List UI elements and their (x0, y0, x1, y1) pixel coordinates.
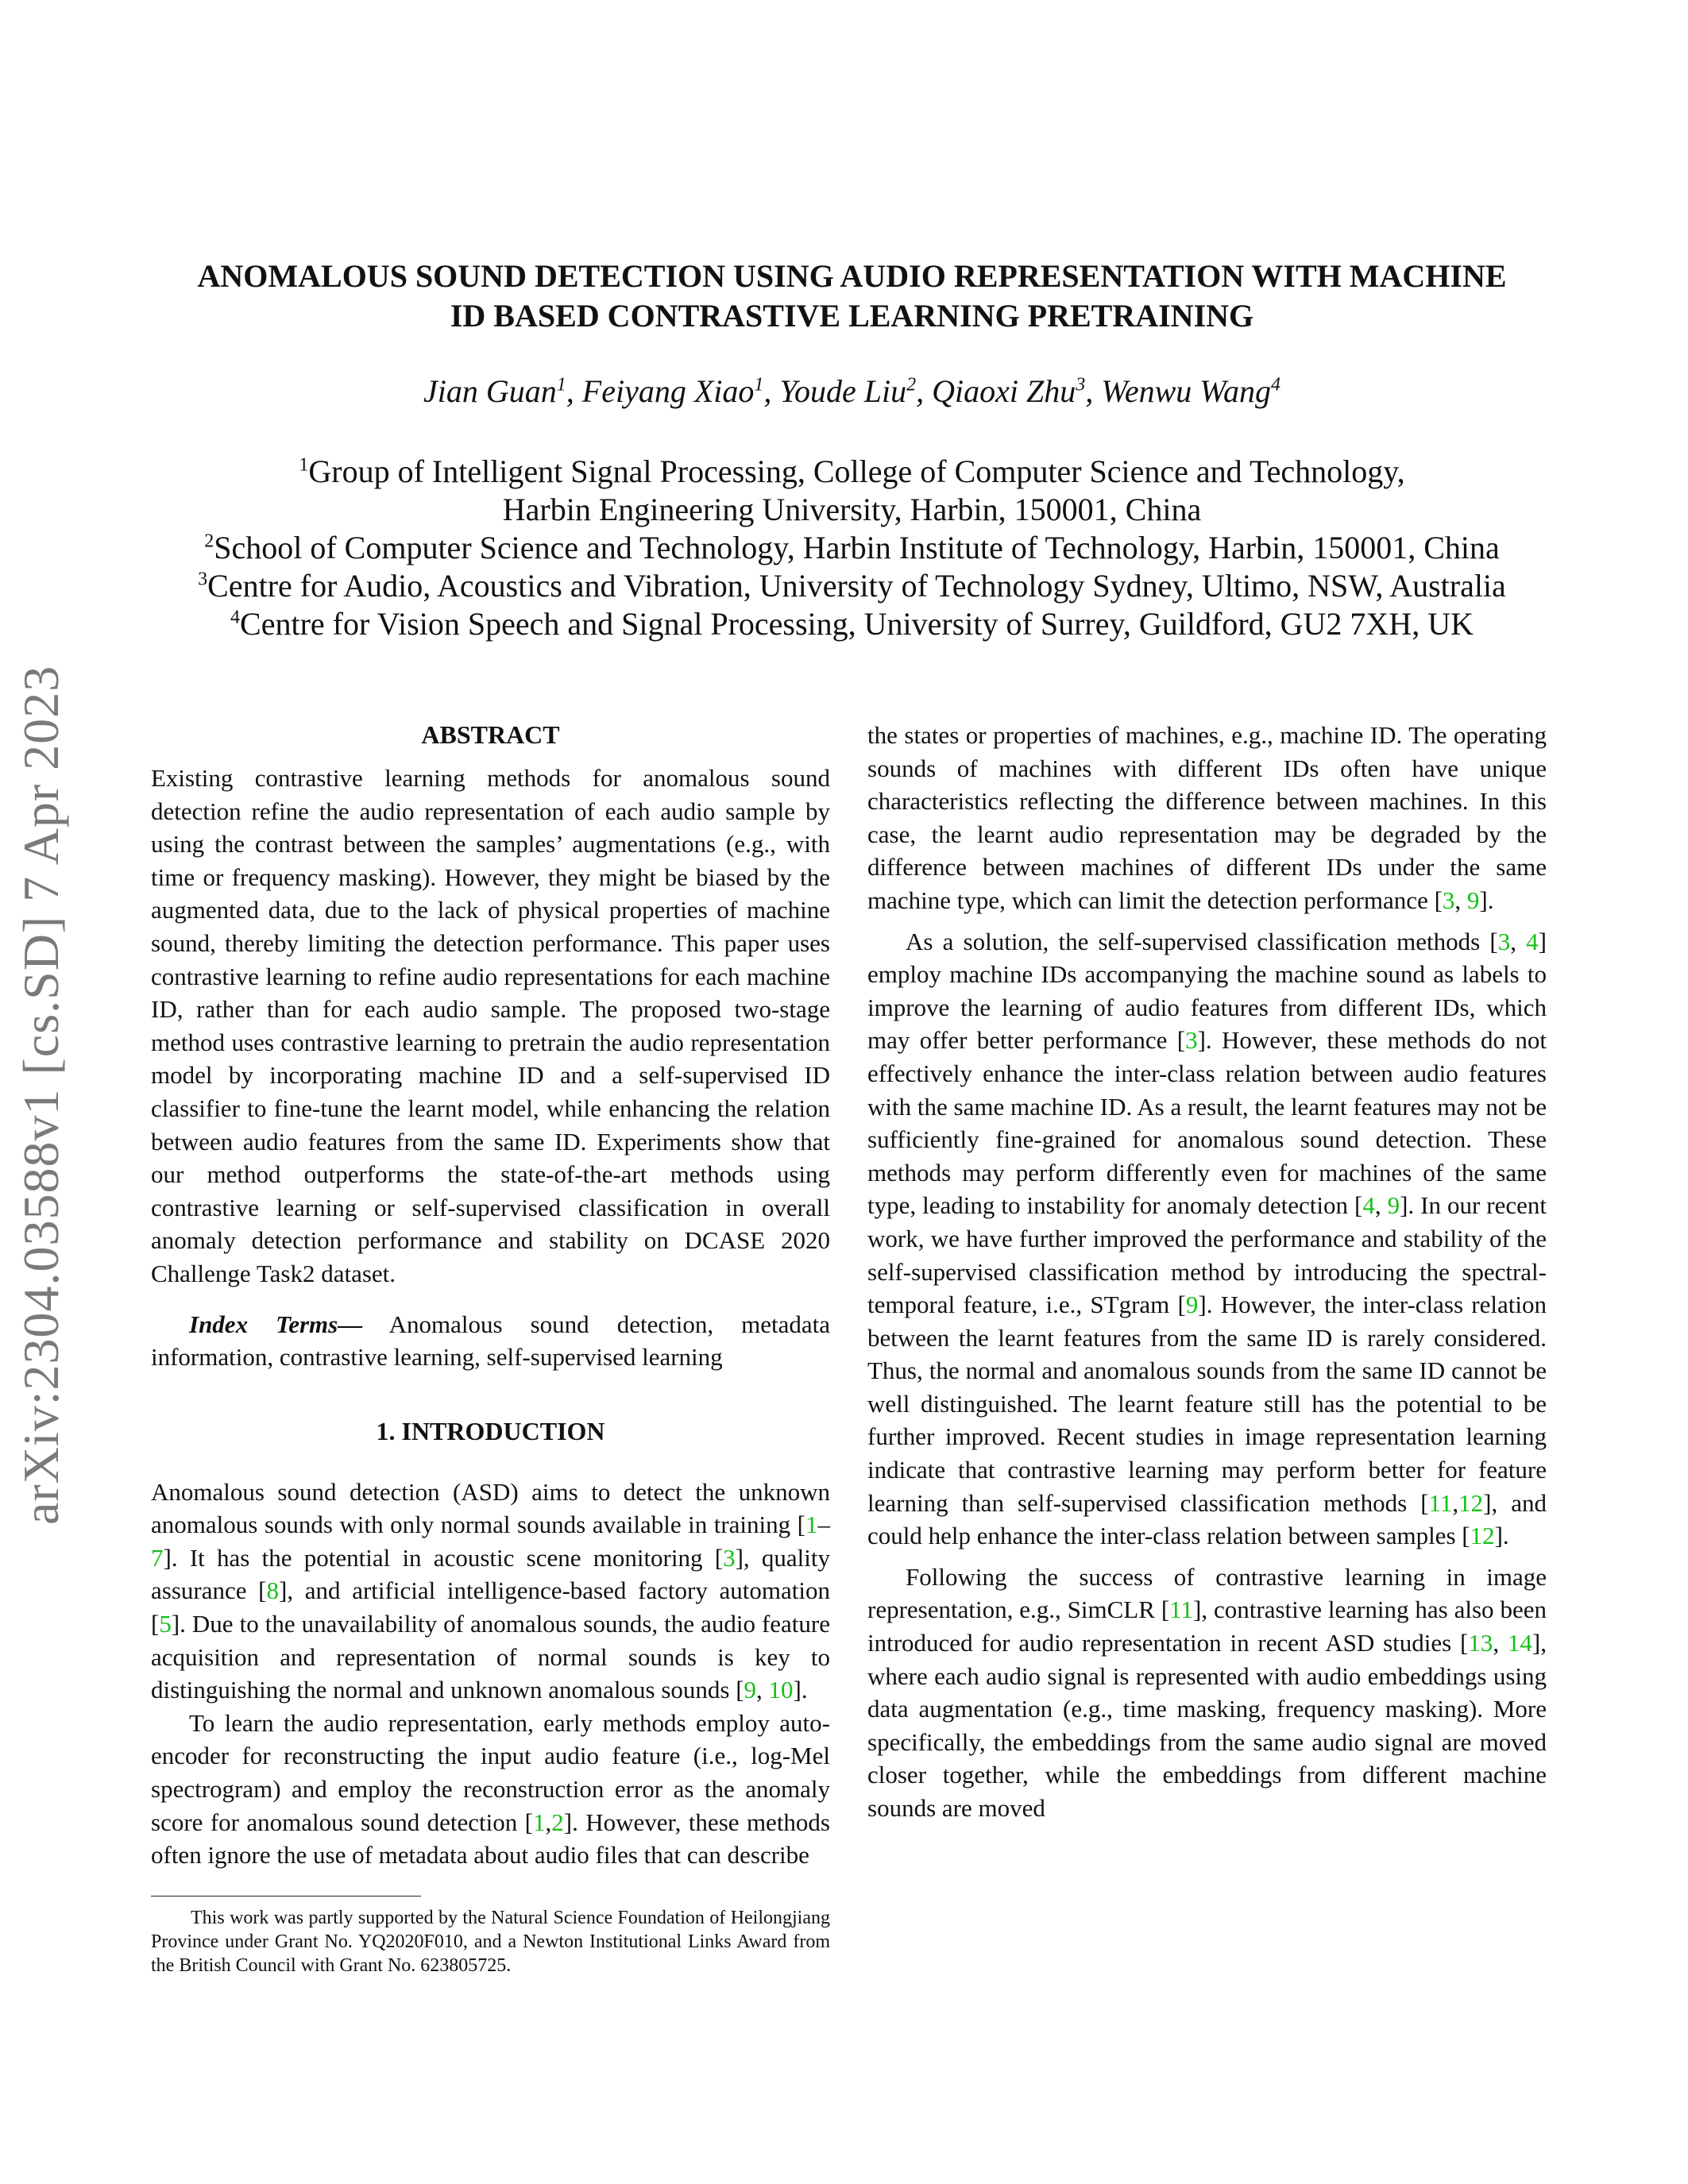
introduction-heading: 1. INTRODUCTION (376, 1416, 605, 1445)
citation-link[interactable]: 4 (1526, 927, 1539, 955)
affiliations (143, 453, 1561, 643)
citation-link[interactable]: 3 (1442, 886, 1455, 914)
citation-link[interactable]: 3 (723, 1543, 736, 1572)
index-terms (151, 1308, 830, 1374)
paper-title (143, 257, 1561, 336)
intro-paragraph-2: To learn the audio representation, early methods employ auto-encoder for reconstructing the input audio feature (i.e., log-Mel spectrogram) and employ the reconstruction error as the anomaly score for anomalous sound detection [1,2]. However, these methods often ignore the use of metadata about audio files that can describe (151, 1708, 830, 1870)
author-sup: 1 (754, 374, 764, 396)
arxiv-stamp (12, 612, 107, 1525)
citation-link[interactable]: 3 (1185, 1026, 1198, 1055)
intro-paragraph-3: As a solution, the self-supervised classification methods [3, 4] employ machine IDs accompanying the machine sound as labels to improve the learning of audio features from different IDs, which may offer better performance [3]. However, these methods do not effectively enhance the inter-class relation between audio features with the same machine ID. As a result, the learnt features may not be sufficiently fine-grained for anomalous sound detection. These methods may perform differently even for machines of the same type, leading to instability for anomaly detection [4, 9]. In our recent work, we have further improved the performance and stability of the self-supervised classification method by introducing the spectral-temporal feature, i.e., STgram [9]. However, the inter-class relation between the learnt features from the same ID is rarely considered. Thus, the normal and anomalous sounds from the same ID cannot be well distinguished. The learnt feature still has the potential to be further improved. Recent studies in image representation learning indicate that contrastive learning may perform better for feature learning than self-supervised classification methods [11,12], and could help enhance the inter-class relation between samples [12]. (867, 927, 1547, 1550)
author-sup: 1 (556, 374, 566, 396)
affiliation-3: $^3$Centre for Audio, Acoustics and Vibration, University of Technology Sydney, Ultimo, NSW, Australia (198, 568, 1506, 604)
citation-link[interactable]: 7 (151, 1543, 164, 1572)
author-name: Feiyang Xiao (581, 373, 755, 409)
citation-link[interactable]: 12 (1458, 1488, 1484, 1517)
author-list: Jian Guan$^1$, Feiyang Xiao$^1$, Youde Liu$^2$, Qiaoxi Zhu$^3$, Wenwu Wang$^4$ (423, 373, 1280, 409)
author-sup: 2 (906, 374, 917, 396)
citation-link[interactable]: 5 (159, 1610, 172, 1638)
citation-link[interactable]: 9 (744, 1676, 757, 1704)
abstract-text: Existing contrastive learning methods for anomalous sound detection refine the audio representation of each audio sample by using the contrast between the samples’ augmentations (e.g., with time or frequency masking). However, they might be biased by the augmented data, due to the lack of physical properties of machine sound, thereby limiting the detection performance. This paper uses contrastive learning to refine audio representations for each machine ID, rather than for each audio sample. The proposed two-stage method uses contrastive learning to pretrain the audio representation model by incorporating machine ID and a self-supervised ID classifier to fine-tune the learnt model, while enhancing the relation between audio features from the same ID. Experiments show that our method outperforms the state-of-the-art methods using contrastive learning or self-supervised classification in overall anomaly detection performance and stability on DCASE 2020 Challenge Task2 dataset. (151, 764, 830, 1287)
citation-link[interactable]: 11 (1428, 1488, 1453, 1517)
footnote (151, 1906, 830, 1978)
citation-link[interactable]: 10 (768, 1676, 794, 1704)
citation-link[interactable]: 13 (1468, 1629, 1493, 1657)
affiliation-4: $^4$Centre for Vision Speech and Signal Processing, University of Surrey, Guildford, GU2 7XH, UK (230, 606, 1474, 642)
citation-link[interactable]: 12 (1470, 1522, 1495, 1550)
right-column (867, 719, 1547, 1825)
author-sup: 4 (1270, 374, 1280, 396)
affiliation-2: $^2$School of Computer Science and Technology, Harbin Institute of Technology, Harbin, 150001, China (204, 530, 1500, 565)
index-terms-label: Index Terms— (189, 1310, 363, 1338)
intro-paragraph-2-continued: the states or properties of machines, e.g., machine ID. The operating sounds of machines with different IDs often have unique characteristics reflecting the difference between machines. In this case, the learnt audio representation may be degraded by the difference between machines of different IDs under the same machine type, which can limit the detection performance [3, 9]. (867, 721, 1547, 914)
affiliation-1-line-2: Harbin Engineering University, Harbin, 150001, China (502, 492, 1202, 527)
author-name: Qiaoxi Zhu (932, 373, 1076, 409)
abstract-heading: ABSTRACT (421, 720, 560, 749)
citation-link[interactable]: 8 (266, 1576, 279, 1605)
citation-link[interactable]: 9 (1466, 886, 1480, 914)
citation-link[interactable]: 11 (1169, 1596, 1194, 1624)
citation-link[interactable]: 1 (805, 1511, 818, 1539)
intro-paragraph-4: Following the success of contrastive learning in image representation, e.g., SimCLR [11], contrastive learning has also been introduced for audio representation in recent ASD studies [13, 14], where each audio signal is represented with audio embeddings using data augmentation (e.g., time masking, frequency masking). More specifically, the embeddings from the same audio signal are moved closer together, while the embeddings from different machine sounds are moved (867, 1562, 1547, 1822)
title-line-2: ID BASED CONTRASTIVE LEARNING PRETRAINING (450, 298, 1254, 334)
author-name: Youde Liu (779, 373, 907, 409)
citation-link[interactable]: 3 (1497, 927, 1511, 955)
citation-link[interactable]: 2 (551, 1808, 564, 1836)
citation-link[interactable]: 9 (1185, 1291, 1199, 1319)
index-terms-text: Anomalous sound detection, metadata information, contrastive learning, self-supervised learning (151, 1310, 830, 1372)
left-column (151, 719, 830, 1872)
citation-link[interactable]: 14 (1507, 1629, 1532, 1657)
footnote-rule (151, 1896, 421, 1897)
author-sup: 3 (1076, 374, 1086, 396)
citation-link[interactable]: 9 (1387, 1191, 1400, 1220)
author-name: Wenwu Wang (1101, 373, 1271, 409)
footnote-text: This work was partly supported by the Natural Science Foundation of Heilongjiang Province under Grant No. YQ2020F010, and a Newton Institutional Links Award from the British Council with Grant No. 623805725. (151, 1908, 830, 1976)
author-name: Jian Guan (423, 373, 557, 409)
affiliation-1: $^1$Group of Intelligent Signal Processing, College of Computer Science and Technology, (299, 453, 1405, 489)
title-line-1: ANOMALOUS SOUND DETECTION USING AUDIO REPRESENTATION WITH MACHINE (197, 258, 1507, 294)
intro-paragraph-1: Anomalous sound detection (ASD) aims to detect the unknown anomalous sounds with only normal sounds available in training [1–7]. It has the potential in acoustic scene monitoring [3], quality assurance [8], and artificial intelligence-based factory automation [5]. Due to the unavailability of anomalous sounds, the audio feature acquisition and representation of normal sounds is key to distinguishing the normal and unknown anomalous sounds [9, 10]. (151, 1477, 831, 1704)
citation-link[interactable]: 4 (1362, 1191, 1375, 1220)
arxiv-stamp-text: arXiv:2304.03588v1 [cs.SD] 7 Apr 2023 (13, 665, 69, 1525)
citation-link[interactable]: 1 (533, 1808, 546, 1836)
